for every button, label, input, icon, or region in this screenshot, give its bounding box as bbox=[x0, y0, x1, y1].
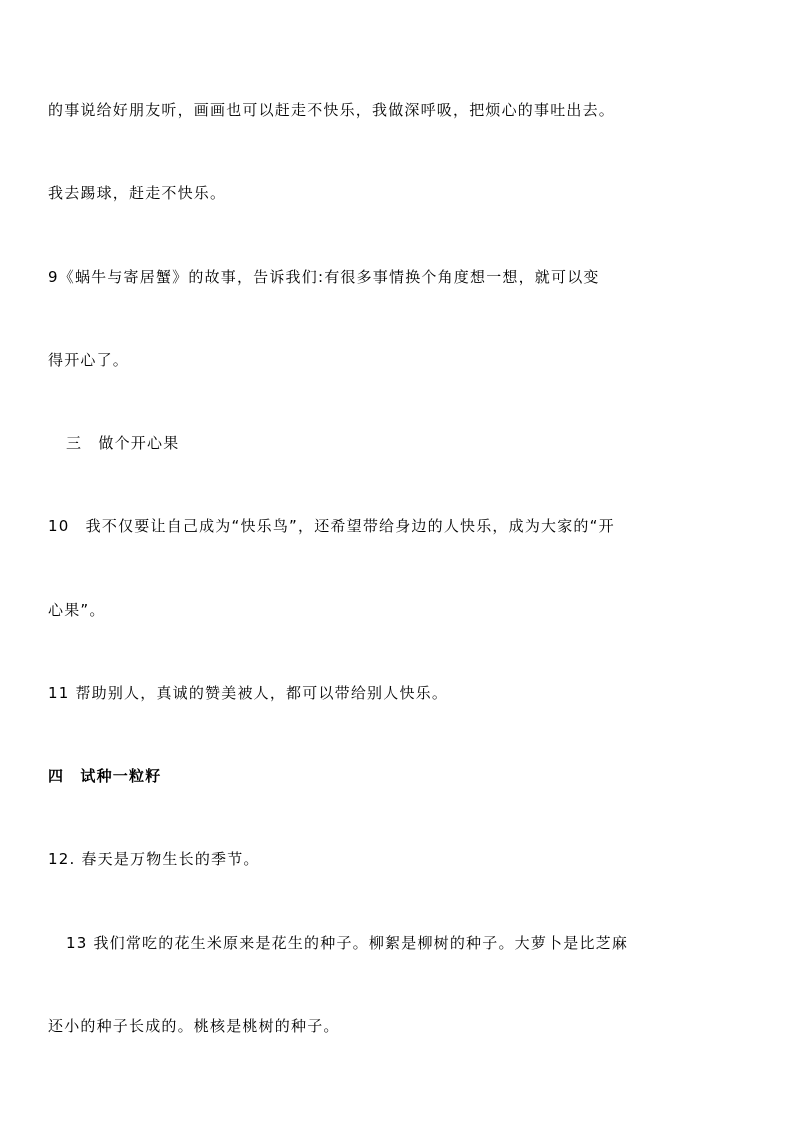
text-line: 的事说给好朋友听，画画也可以赶走不快乐，我做深呼吸，把烦心的事吐出去。 bbox=[48, 101, 616, 119]
text-line: 还小的种子长成的。桃核是桃树的种子。 bbox=[48, 1017, 340, 1035]
section-heading: 四 试种一粒籽 bbox=[48, 767, 162, 785]
text-line: 10 我不仅要让自己成为“快乐鸟”，还希望带给身边的人快乐，成为大家的“开 bbox=[48, 517, 615, 535]
text-line: 11 帮助别人，真诚的赞美被人，都可以带给别人快乐。 bbox=[48, 684, 449, 702]
text-line: 13 我们常吃的花生米原来是花生的种子。柳絮是柳树的种子。大萝卜是比芝麻 bbox=[66, 934, 629, 952]
text-line: 得开心了。 bbox=[48, 351, 130, 369]
text-line: 我去踢球，赶走不快乐。 bbox=[48, 184, 227, 202]
section-heading: 三 做个开心果 bbox=[66, 434, 180, 452]
text-line: 9《蜗牛与寄居蟹》的故事，告诉我们:有很多事情换个角度想一想，就可以变 bbox=[48, 268, 600, 286]
text-line: 心果”。 bbox=[48, 601, 106, 619]
text-line: 12. 春天是万物生长的季节。 bbox=[48, 850, 260, 868]
